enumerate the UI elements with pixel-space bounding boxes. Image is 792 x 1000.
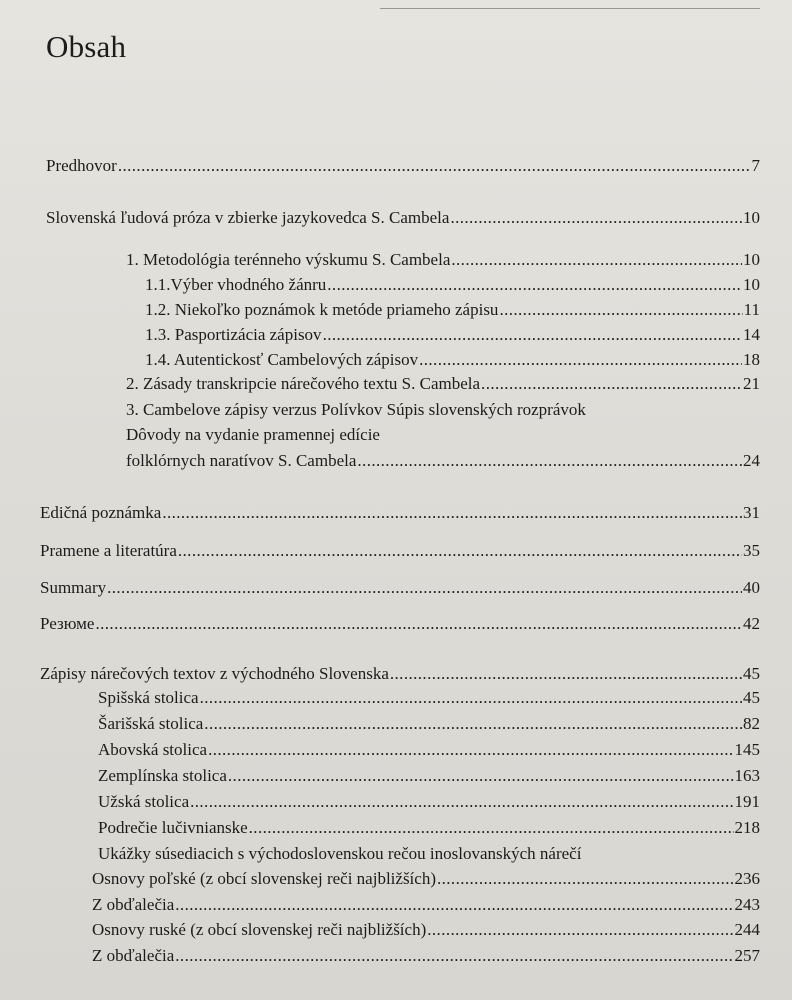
leader-dots bbox=[200, 688, 742, 708]
toc-entry-page: 145 bbox=[734, 740, 760, 759]
toc-entry-page: 40 bbox=[743, 578, 760, 597]
toc-entry-page: 31 bbox=[743, 503, 760, 522]
leader-dots bbox=[323, 325, 742, 345]
toc-entry-transkripcia[interactable] bbox=[126, 374, 760, 394]
toc-entry-page: 35 bbox=[743, 541, 760, 560]
toc-entry-z-obdalecia-1[interactable] bbox=[92, 895, 760, 915]
leader-dots bbox=[190, 792, 733, 812]
toc-entry-title: Slovenská ľudová próza v zbierke jazykovedca S. Cambela bbox=[46, 208, 450, 227]
toc-entry-page: 10 bbox=[743, 208, 760, 227]
toc-entry-folklorne-narativy[interactable] bbox=[126, 451, 760, 471]
leader-dots bbox=[357, 451, 742, 471]
leader-dots bbox=[175, 946, 733, 966]
toc-entry-page: 191 bbox=[734, 792, 760, 811]
toc-entry-title: Edičná poznámka bbox=[40, 503, 162, 522]
leader-dots bbox=[95, 614, 742, 634]
toc-entry-zapisy-naricovych[interactable] bbox=[40, 664, 760, 684]
toc-entry-page: 45 bbox=[743, 664, 760, 683]
leader-dots bbox=[390, 664, 742, 684]
toc-entry-page: 24 bbox=[743, 451, 760, 470]
toc-entry-z-obdalecia-2[interactable] bbox=[92, 946, 760, 966]
toc-entry-page: 11 bbox=[743, 300, 760, 319]
toc-entry-page: 244 bbox=[734, 920, 760, 939]
toc-entry-page: 7 bbox=[751, 156, 760, 175]
leader-dots bbox=[419, 350, 742, 370]
toc-entry-cambelove-zapisy[interactable]: 3. Cambelove zápisy verzus Polívkov Súpis slovenských rozprávok bbox=[126, 400, 586, 419]
toc-entry-title: 1.1.Výber vhodného žánru bbox=[145, 275, 327, 294]
toc-entry-title: 1. Metodológia terénneho výskumu S. Cambela bbox=[126, 250, 451, 269]
toc-entry-title: 1.2. Niekoľko poznámok k metóde priameho zápisu bbox=[145, 300, 499, 319]
toc-entry-title: Pramene a literatúra bbox=[40, 541, 177, 560]
toc-entry-summary[interactable] bbox=[40, 578, 760, 598]
toc-entry-page: 18 bbox=[743, 350, 760, 369]
leader-dots bbox=[107, 578, 742, 598]
toc-entry-page: 10 bbox=[743, 275, 760, 294]
toc-entry-title: Šarišská stolica bbox=[98, 714, 204, 733]
toc-entry-spisska[interactable] bbox=[98, 688, 760, 708]
toc-entry-metoda-zapisu[interactable] bbox=[145, 300, 760, 320]
toc-entry-metodologia[interactable] bbox=[126, 250, 760, 270]
toc-entry-page: 163 bbox=[734, 766, 760, 785]
leader-dots bbox=[175, 895, 733, 915]
toc-entry-page: 14 bbox=[743, 325, 760, 344]
toc-entry-page: 82 bbox=[743, 714, 760, 733]
toc-entry-title: Predhovor bbox=[46, 156, 117, 175]
toc-entry-pramene[interactable] bbox=[40, 541, 760, 561]
toc-entry-osnovy-ruske[interactable] bbox=[92, 920, 760, 940]
leader-dots bbox=[208, 740, 733, 760]
leader-dots bbox=[327, 275, 742, 295]
leader-dots bbox=[162, 503, 742, 523]
toc-entry-pasportizacia[interactable] bbox=[145, 325, 760, 345]
toc-entry-title: Spišská stolica bbox=[98, 688, 199, 707]
toc-entry-dovody[interactable]: Dôvody na vydanie pramennej edície bbox=[126, 425, 380, 444]
toc-entry-ukazky[interactable]: Ukážky súsediacich s východoslovenskou rečou inoslovanských nárečí bbox=[98, 844, 582, 863]
toc-entry-title: Резюме bbox=[40, 614, 95, 633]
toc-entry-rezyume[interactable] bbox=[40, 614, 760, 634]
toc-entry-title: folklórnych naratívov S. Cambela bbox=[126, 451, 357, 470]
leader-dots bbox=[437, 869, 734, 889]
toc-entry-sarisska[interactable] bbox=[98, 714, 760, 734]
toc-entry-title: 2. Zásady transkripcie nárečového textu S. Cambela bbox=[126, 374, 481, 393]
toc-entry-title: Osnovy ruské (z obcí slovenskej reči najbližších) bbox=[92, 920, 427, 939]
toc-entry-page: 21 bbox=[743, 374, 760, 393]
leader-dots bbox=[178, 541, 742, 561]
toc-entry-title: Podrečie lučivnianske bbox=[98, 818, 248, 837]
toc-entry-page: 243 bbox=[734, 895, 760, 914]
leader-dots bbox=[451, 250, 742, 270]
toc-entry-title: Osnovy poľské (z obcí slovenskej reči najbližších) bbox=[92, 869, 436, 888]
toc-entry-title: Z obďalečia bbox=[92, 946, 175, 965]
toc-entry-page: 45 bbox=[743, 688, 760, 707]
leader-dots bbox=[228, 766, 734, 786]
toc-entry-title: Užská stolica bbox=[98, 792, 190, 811]
toc-entry-title: Abovská stolica bbox=[98, 740, 208, 759]
toc-entry-predhovor[interactable] bbox=[46, 156, 760, 176]
leader-dots bbox=[481, 374, 742, 394]
toc-entry-autentickost[interactable] bbox=[145, 350, 760, 370]
toc-entry-zemplinska[interactable] bbox=[98, 766, 760, 786]
leader-dots bbox=[118, 156, 751, 176]
toc-entry-page: 10 bbox=[743, 250, 760, 269]
toc-entry-title: Zemplínska stolica bbox=[98, 766, 227, 785]
toc-entry-title: Z obďalečia bbox=[92, 895, 175, 914]
toc-entry-osnovy-polske[interactable] bbox=[92, 869, 760, 889]
toc-entry-title: Zápisy nárečových textov z východného Slovenska bbox=[40, 664, 389, 683]
toc-entry-page: 257 bbox=[734, 946, 760, 965]
toc-entry-uzska[interactable] bbox=[98, 792, 760, 812]
leader-dots bbox=[499, 300, 742, 320]
toc-entry-title: 1.3. Pasportizácia zápisov bbox=[145, 325, 322, 344]
toc-entry-title: Summary bbox=[40, 578, 107, 597]
leader-dots bbox=[427, 920, 733, 940]
toc-entry-abovska[interactable] bbox=[98, 740, 760, 760]
toc-entry-page: 42 bbox=[743, 614, 760, 633]
toc-entry-lucivnianske[interactable] bbox=[98, 818, 760, 838]
toc-entry-page: 218 bbox=[734, 818, 760, 837]
leader-dots bbox=[204, 714, 742, 734]
toc-entry-ludova-proza[interactable] bbox=[46, 208, 760, 228]
toc-entry-page: 236 bbox=[734, 869, 760, 888]
leader-dots bbox=[249, 818, 734, 838]
toc-entry-edicna-poznamka[interactable] bbox=[40, 503, 760, 523]
toc-entry-title: 1.4. Autentickosť Cambelových zápisov bbox=[145, 350, 419, 369]
toc-entry-vyber-zanru[interactable] bbox=[145, 275, 760, 295]
page-title: Obsah bbox=[46, 28, 127, 64]
leader-dots bbox=[450, 208, 742, 228]
